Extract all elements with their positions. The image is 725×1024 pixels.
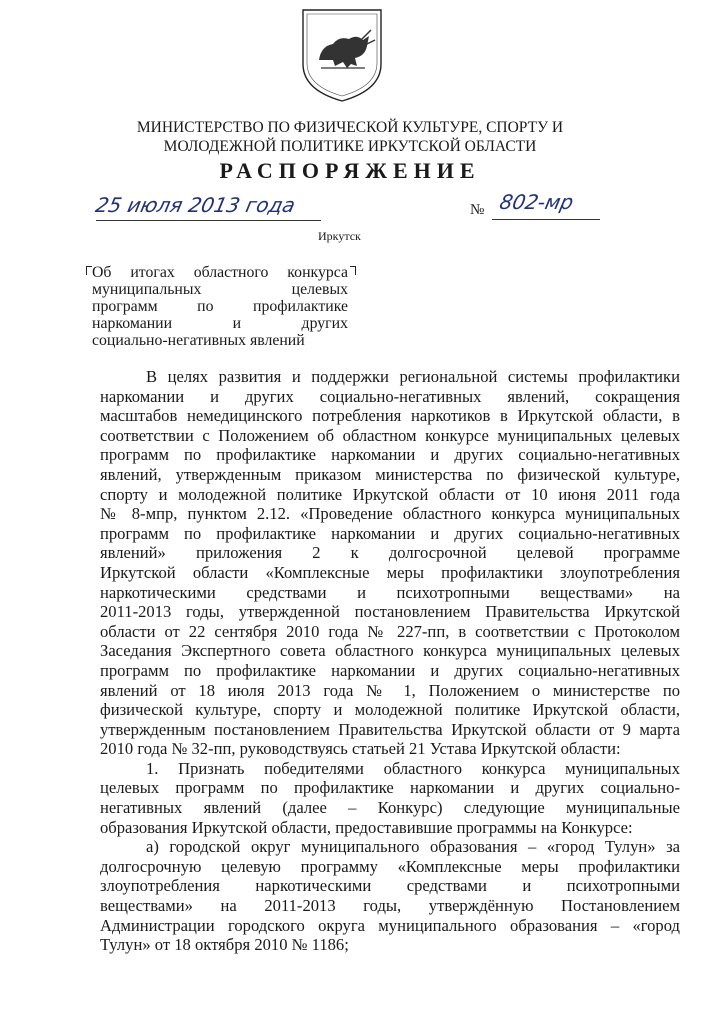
body-line: веществами» на 2011-2013 годы, утверждённую Постановлением (100, 896, 680, 916)
body-line: наркомании и других социально-негативных явлений, сокращения (100, 386, 680, 406)
body-line: долгосрочную целевую программу «Комплексные меры профилактики (100, 856, 680, 876)
city-name: Иркутск (318, 229, 361, 243)
document-type-title: РАСПОРЯЖЕНИЕ (219, 158, 481, 183)
body-line: Заседания Экспертного совета областного конкурса муниципальных целевых (100, 641, 680, 661)
subject-line: муниципальных целевых (92, 281, 348, 298)
body-line: 2010 года № 32-пп, руководствуясь статьей 21 Устава Иркутской области: (100, 739, 621, 759)
number-label: № (470, 202, 485, 218)
body-line: явлений от 18 июля 2013 года № 1, Положением о министерстве по (100, 680, 680, 700)
subject-bracket-right (350, 266, 356, 275)
body-line: № 8-мпр, пунктом 2.12. «Проведение областного конкурса муниципальных (100, 504, 680, 524)
body-line: соответствии с Положением об областном конкурсе муниципальных целевых (100, 425, 680, 445)
body-line: явлений» приложения 2 к долгосрочной целевой программе (100, 543, 680, 563)
ministry-line-2: МОЛОДЕЖНОЙ ПОЛИТИКЕ ИРКУТСКОЙ ОБЛАСТИ (163, 138, 537, 155)
body-line: Администрации городского округа муниципального образования – «город (100, 915, 680, 935)
body-line: Тулун» от 18 октября 2010 № 1186; (100, 935, 349, 955)
body-line: 2011-2013 годы, утвержденной постановлением Правительства Иркутской (100, 602, 680, 622)
handwritten-date: 25 июля 2013 года (93, 193, 298, 217)
body-line: масштабов немедицинского потребления наркотиков в Иркутской области, в (100, 406, 680, 426)
subject-bracket-left (86, 266, 92, 275)
body-line: В целях развития и поддержки региональной системы профилактики (146, 367, 680, 386)
body-line: злоупотребления наркотическими средствами и психотропными (100, 876, 680, 896)
ministry-line-1: МИНИСТЕРСТВО ПО ФИЗИЧЕСКОЙ КУЛЬТУРЕ, СПОРТУ И (136, 119, 564, 136)
body-line: наркотическими средствами и психотропными веществами» на (100, 582, 680, 602)
body-line: негативных явлений (далее – Конкурс) следующие муниципальные (100, 798, 680, 818)
date-underline (96, 220, 321, 221)
subject-line: Об итогах областного конкурса (92, 264, 348, 281)
handwritten-number: 802-мр (497, 190, 576, 214)
body-line: целевых программ по профилактике наркомании и других социально- (100, 778, 680, 798)
body-line: программ по профилактике наркомании и других социально-негативных (100, 660, 680, 680)
body-line: 1. Признать победителями областного конкурса муниципальных (146, 758, 680, 778)
body-line: явлений, утвержденным приказом министерства по физической культуре, (100, 464, 680, 484)
body-line: программ по профилактике наркомании и других социально-негативных (100, 523, 680, 543)
body-line: физической культуре, спорту и молодежной политике Иркутской области, (100, 700, 680, 720)
body-line: а) городской округ муниципального образования – «город Тулун» за (146, 837, 680, 857)
body-line: образования Иркутской области, предоставившие программы на Конкурсе: (100, 817, 633, 837)
document-body (100, 367, 680, 955)
ministry-name (100, 118, 600, 156)
subject-block (92, 264, 348, 349)
subject-line: наркомании и других (92, 315, 348, 332)
subject-line: программ по профилактике (92, 298, 348, 315)
body-line: Иркутской области «Комплексные меры профилактики злоупотребления (100, 562, 680, 582)
body-line: программ по профилактике наркомании и других социально-негативных (100, 445, 680, 465)
number-underline (492, 219, 600, 220)
body-line: утвержденным постановлением Правительства Иркутской области от 9 марта (100, 719, 680, 739)
body-line: спорту и молодежной политике Иркутской области от 10 июня 2011 года (100, 484, 680, 504)
subject-line: социально-негативных явлений (92, 332, 305, 349)
body-line: области от 22 сентября 2010 года № 227-пп, в соответствии с Протоколом (100, 621, 680, 641)
coat-of-arms-emblem (299, 6, 385, 104)
